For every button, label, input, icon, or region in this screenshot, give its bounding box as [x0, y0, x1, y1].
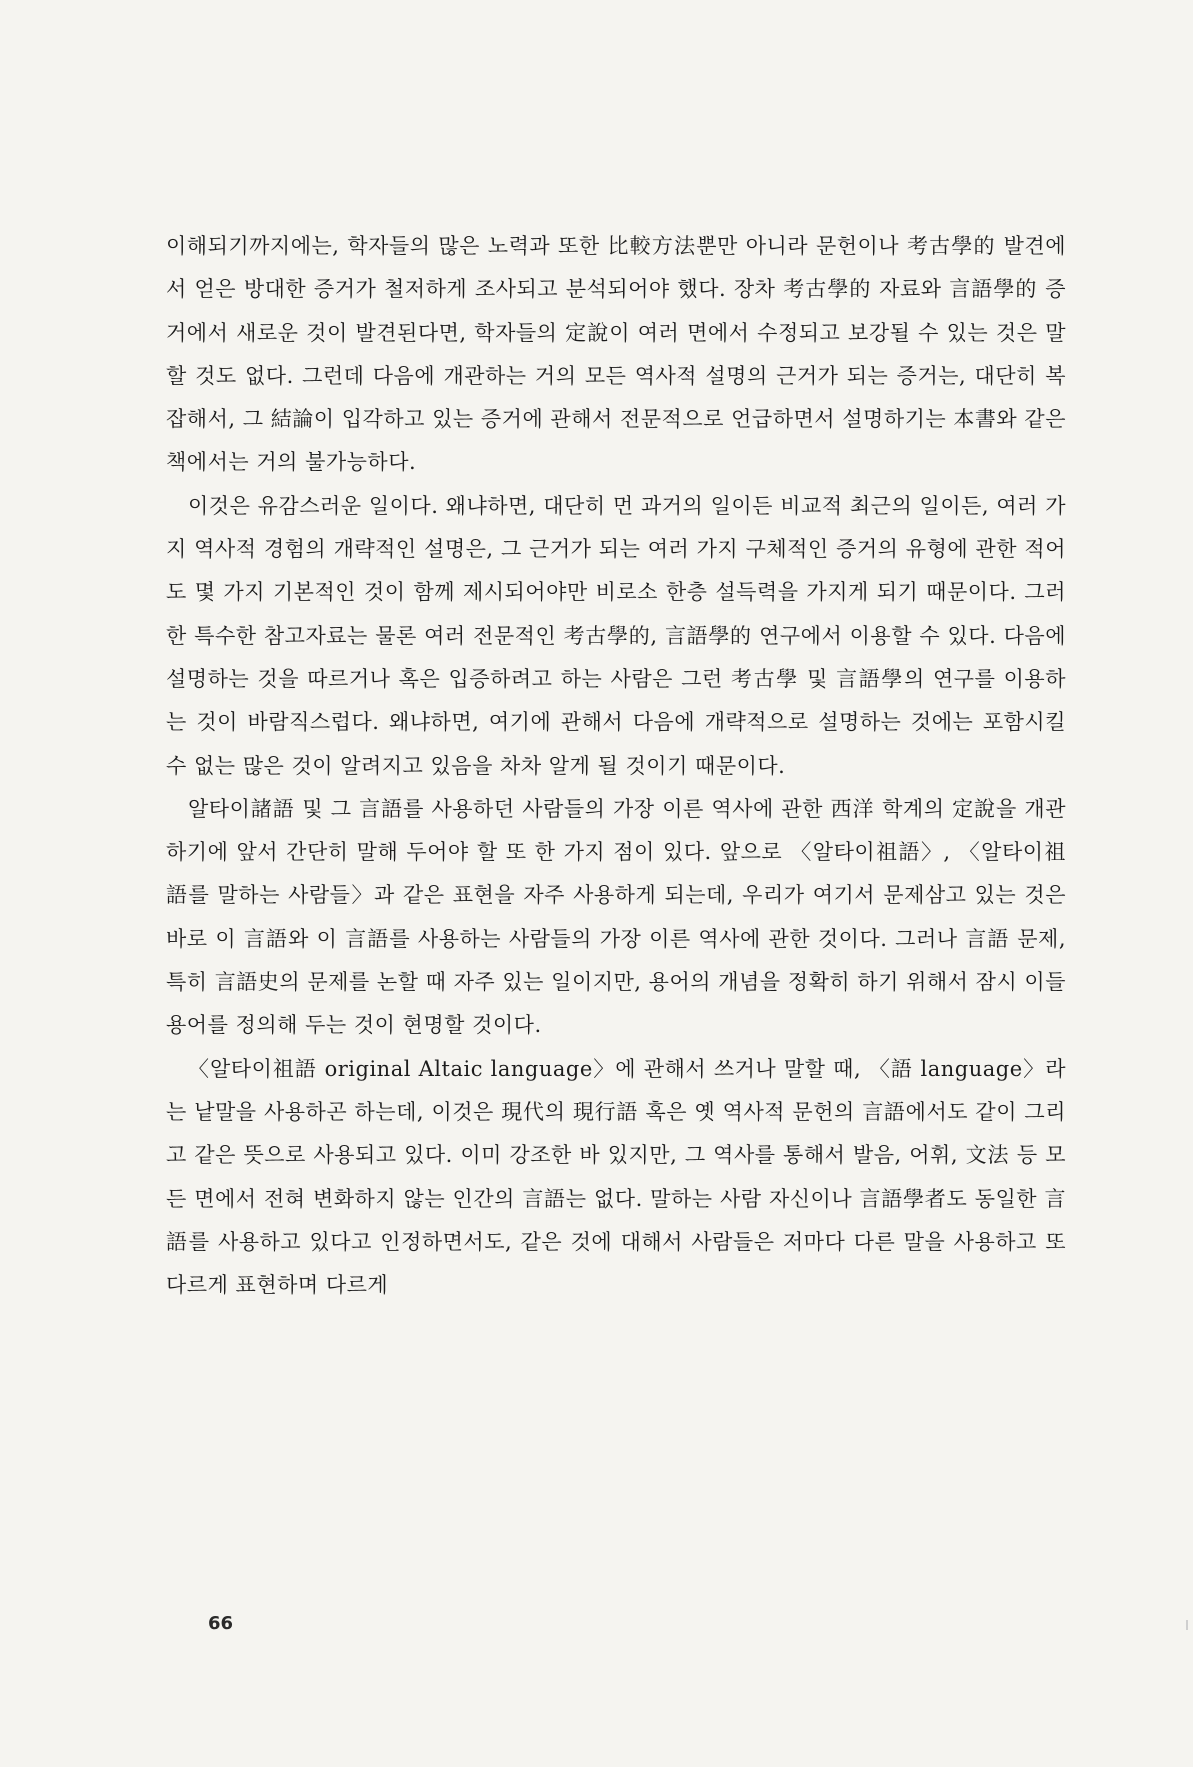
- scan-edge-mark: [1186, 1620, 1188, 1630]
- paragraph-2: 이것은 유감스러운 일이다. 왜냐하면, 대단히 먼 과거의 일이든 비교적 최근의 일이든, 여러 가지 역사적 경험의 개략적인 설명은, 그 근거가 되는 여러 가지 구체적인 증거의 유형에 관한 적어도 몇 가지 기본적인 것이 함께 제시되어야만 비로소 한층 설득력을 가지게 되기 때문이다. 그러한 특수한 참고자료는 물론 여러 전문적인 考古學的, 言語學的 연구에서 이용할 수 있다. 다음에 설명하는 것을 따르거나 혹은 입증하려고 하는 사람은 그런 考古學 및 言語學의 연구를 이용하는 것이 바람직스럽다. 왜냐하면, 여기에 관해서 다음에 개략적으로 설명하는 것에는 포함시킬 수 없는 많은 것이 알려지고 있음을 차차 알게 될 것이기 때문이다.: [166, 493, 1066, 778]
- paragraph-1: 이해되기까지에는, 학자들의 많은 노력과 또한 比較方法뿐만 아니라 문헌이나 考古學的 발견에서 얻은 방대한 증거가 철저하게 조사되고 분석되어야 했다. 장차 考古學的 자료와 言語學的 증거에서 새로운 것이 발견된다면, 학자들의 定說이 여러 면에서 수정되고 보강될 수 있는 것은 말할 것도 없다. 그런데 다음에 개관하는 거의 모든 역사적 설명의 근거가 되는 증거는, 대단히 복잡해서, 그 結論이 입각하고 있는 증거에 관해서 전문적으로 언급하면서 설명하기는 本書와 같은 책에서는 거의 불가능하다.: [166, 234, 1066, 475]
- paragraph-3: 알타이諸語 및 그 言語를 사용하던 사람들의 가장 이른 역사에 관한 西洋 학계의 定說을 개관하기에 앞서 간단히 말해 두어야 할 또 한 가지 점이 있다. 앞으로 〈알타이祖語〉, 〈알타이祖語를 말하는 사람들〉과 같은 표현을 자주 사용하게 되는데, 우리가 여기서 문제삼고 있는 것은 바로 이 言語와 이 言語를 사용하는 사람들의 가장 이른 역사에 관한 것이다. 그러나 言語 문제, 특히 言語史의 문제를 논할 때 자주 있는 일이지만, 용어의 개념을 정확히 하기 위해서 잠시 이들 용어를 정의해 두는 것이 현명할 것이다.: [166, 796, 1066, 1038]
- paragraph-4: 〈알타이祖語 original Altaic language〉에 관해서 쓰거나 말할 때, 〈語 language〉라는 낱말을 사용하곤 하는데, 이것은 現代의 現行語 혹은 옛 역사적 문헌의 言語에서도 같이 그리고 같은 뜻으로 사용되고 있다. 이미 강조한 바 있지만, 그 역사를 통해서 발음, 어휘, 文法 등 모든 면에서 전혀 변화하지 않는 인간의 言語는 없다. 말하는 사람 자신이나 言語學者도 동일한 言語를 사용하고 있다고 인정하면서도, 같은 것에 대해서 사람들은 저마다 다른 말을 사용하고 또 다르게 표현하며 다르게: [166, 1056, 1066, 1298]
- body-text: [166, 225, 1066, 1307]
- page-number: 66: [208, 1613, 234, 1634]
